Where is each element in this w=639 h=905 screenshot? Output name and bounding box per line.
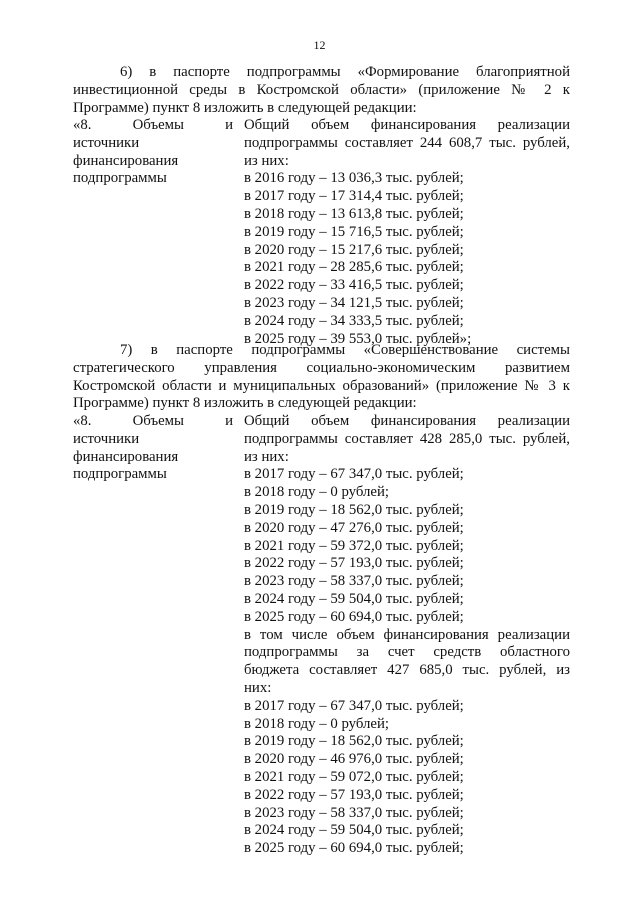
value-line: в 2021 году – 59 372,0 тыс. рублей; bbox=[244, 537, 464, 554]
value-line: в 2025 году – 60 694,0 тыс. рублей; bbox=[244, 840, 464, 857]
item7-line: 7) в паспорте подпрограммы «Совершенствование системы bbox=[120, 342, 570, 358]
value-line: из них: bbox=[244, 448, 289, 465]
value-line: в 2016 году – 13 036,3 тыс. рублей; bbox=[244, 170, 464, 187]
item6-line: 6) в паспорте подпрограммы «Формирование благоприятной bbox=[120, 64, 570, 80]
value-line: в 2021 году – 59 072,0 тыс. рублей; bbox=[244, 768, 464, 785]
value-line: в 2020 году – 15 217,6 тыс. рублей; bbox=[244, 241, 464, 258]
value-line: в 2020 году – 47 276,0 тыс. рублей; bbox=[244, 519, 464, 536]
value-line: в 2017 году – 67 347,0 тыс. рублей; bbox=[244, 466, 464, 483]
label-line: финансирования bbox=[73, 152, 179, 169]
value-line: в 2021 году – 28 285,6 тыс. рублей; bbox=[244, 259, 464, 276]
value-line: в 2017 году – 17 314,4 тыс. рублей; bbox=[244, 188, 464, 205]
item7-label bbox=[73, 413, 233, 484]
value-line: Общий объем финансирования реализации bbox=[244, 117, 570, 133]
item7-line: стратегического управления социально-экономическим развитием bbox=[73, 359, 570, 376]
value-line: в 2024 году – 59 504,0 тыс. рублей; bbox=[244, 590, 464, 607]
item7-line: Программе) пункт 8 изложить в следующей редакции: bbox=[73, 395, 417, 412]
value-line: подпрограммы составляет 428 285,0 тыс. рублей, bbox=[244, 430, 570, 447]
label-line: источники bbox=[73, 430, 140, 447]
label-line: финансирования bbox=[73, 448, 179, 465]
value-line: из них: bbox=[244, 152, 289, 169]
value-line: в 2025 году – 60 694,0 тыс. рублей; bbox=[244, 608, 464, 625]
value-line: в 2019 году – 18 562,0 тыс. рублей; bbox=[244, 733, 464, 750]
value-line: в 2024 году – 34 333,5 тыс. рублей; bbox=[244, 312, 464, 329]
value-line: подпрограммы составляет 244 608,7 тыс. рублей, bbox=[244, 134, 570, 151]
item6-value bbox=[244, 117, 570, 348]
value-line: в 2022 году – 57 193,0 тыс. рублей; bbox=[244, 555, 464, 572]
item7-paragraph bbox=[73, 342, 570, 413]
value-line: в 2022 году – 57 193,0 тыс. рублей; bbox=[244, 786, 464, 803]
value-line: в 2017 году – 67 347,0 тыс. рублей; bbox=[244, 697, 464, 714]
item6-label bbox=[73, 117, 233, 188]
label-line: «8. Объемы и bbox=[73, 413, 233, 429]
value-line: в том числе объем финансирования реализации bbox=[244, 626, 570, 643]
value-line: в 2023 году – 34 121,5 тыс. рублей; bbox=[244, 294, 464, 311]
label-line: подпрограммы bbox=[73, 466, 167, 483]
label-line: подпрограммы bbox=[73, 170, 167, 187]
value-line: в 2023 году – 58 337,0 тыс. рублей; bbox=[244, 804, 464, 821]
value-line: них: bbox=[244, 679, 272, 696]
value-line: в 2018 году – 0 рублей; bbox=[244, 715, 390, 732]
value-line: подпрограммы за счет средств областного bbox=[244, 644, 570, 661]
value-line: в 2020 году – 46 976,0 тыс. рублей; bbox=[244, 751, 464, 768]
value-line: в 2025 году – 39 553,0 тыс. рублей»; bbox=[244, 330, 472, 347]
item6-paragraph bbox=[73, 64, 570, 117]
page-number: 12 bbox=[313, 38, 326, 52]
item7-line: Костромской области и муниципальных образований» (приложение № 3 к bbox=[73, 377, 570, 394]
value-line: в 2024 году – 59 504,0 тыс. рублей; bbox=[244, 822, 464, 839]
value-line: в 2018 году – 0 рублей; bbox=[244, 484, 390, 501]
value-line: в 2018 году – 13 613,8 тыс. рублей; bbox=[244, 205, 464, 222]
item7-value bbox=[244, 413, 570, 858]
value-line: в 2022 году – 33 416,5 тыс. рублей; bbox=[244, 277, 464, 294]
item6-line: Программе) пункт 8 изложить в следующей редакции: bbox=[73, 99, 417, 116]
item6-line: инвестиционной среды в Костромской области» (приложение № 2 к bbox=[73, 81, 570, 98]
label-line: «8. Объемы и bbox=[73, 117, 233, 133]
value-line: бюджета составляет 427 685,0 тыс. рублей, из bbox=[244, 662, 570, 679]
value-line: в 2019 году – 15 716,5 тыс. рублей; bbox=[244, 223, 464, 240]
value-line: Общий объем финансирования реализации bbox=[244, 413, 570, 429]
label-line: источники bbox=[73, 134, 140, 151]
value-line: в 2019 году – 18 562,0 тыс. рублей; bbox=[244, 501, 464, 518]
value-line: в 2023 году – 58 337,0 тыс. рублей; bbox=[244, 573, 464, 590]
